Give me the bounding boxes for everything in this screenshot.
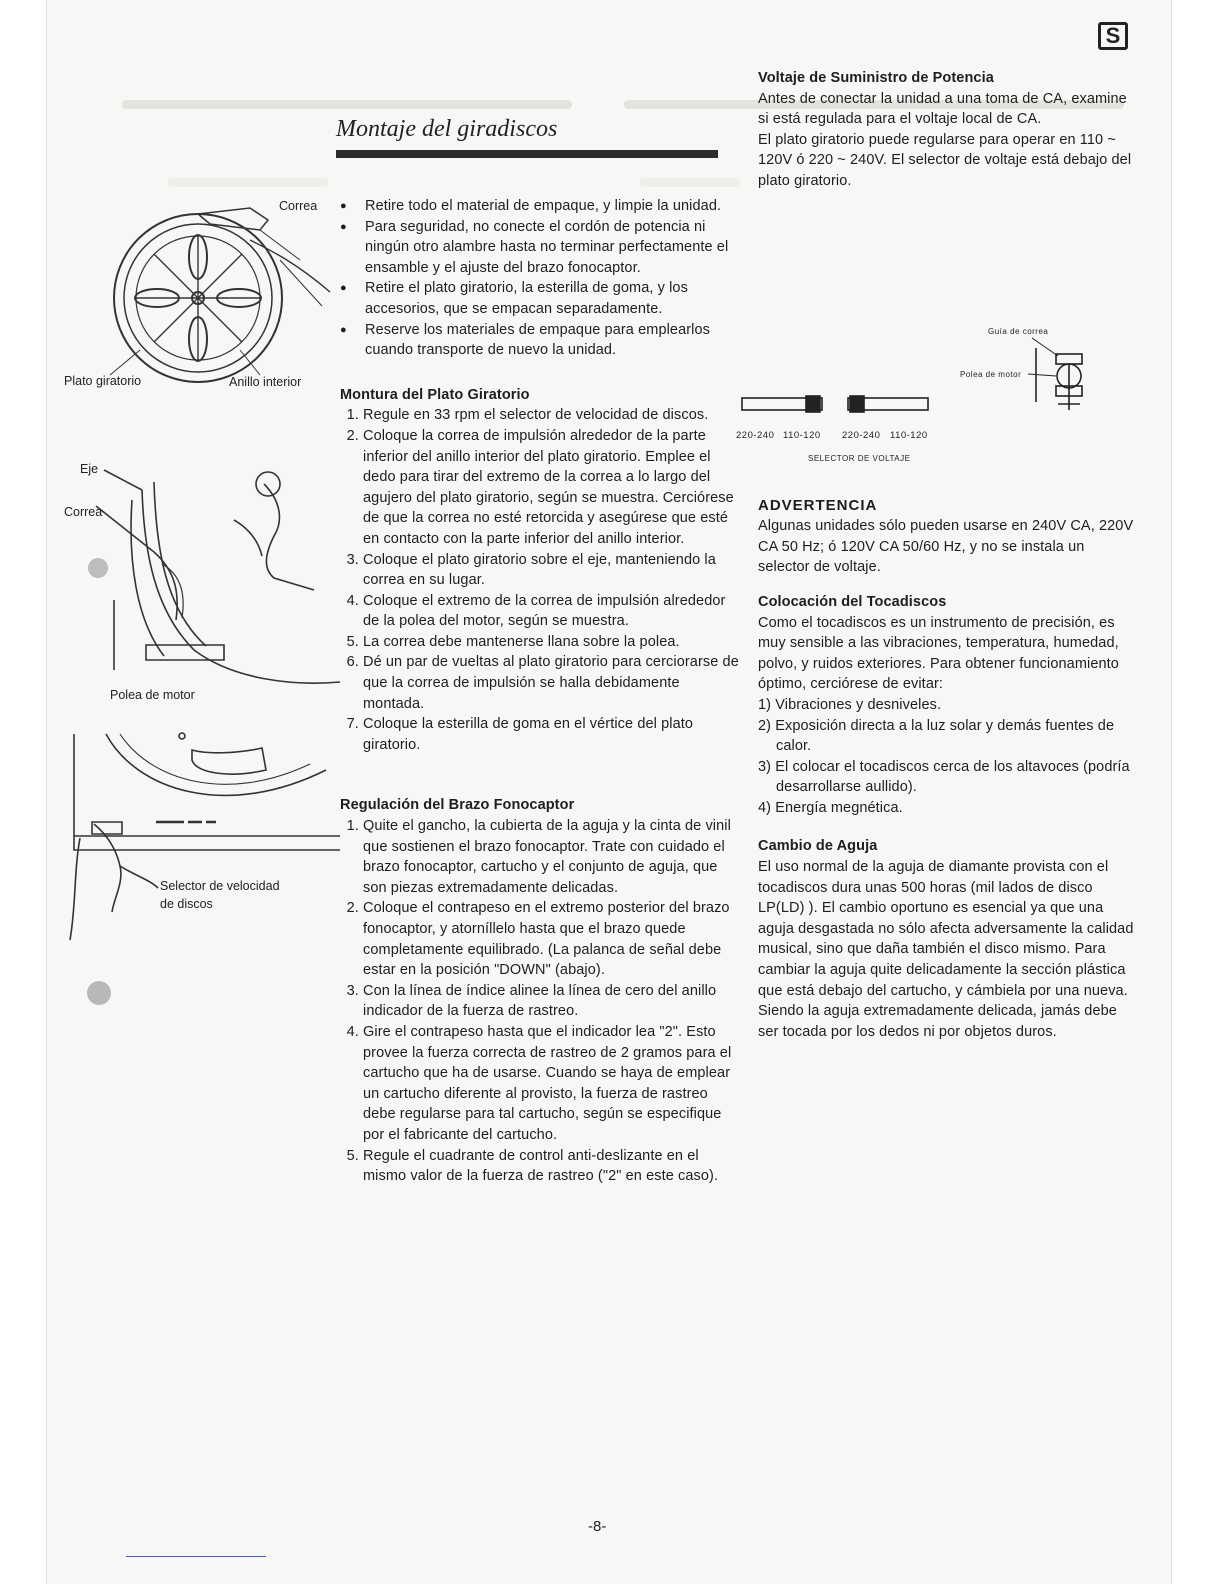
speed-selector-illustration [66, 730, 340, 944]
list-item: 4) Energía megnética. [758, 799, 903, 816]
list-item: 1) Vibraciones y desniveles. [758, 696, 942, 713]
list-item: 3. Coloque el plato giratorio sobre el eje, manteniendo la correa en su lugar. [363, 550, 740, 591]
page-hole-mark [84, 978, 114, 1008]
page-title: Montaje del giradiscos [336, 116, 558, 142]
belt-installation-illustration [84, 460, 340, 690]
platter-steps [340, 405, 740, 755]
list-item: 5. Regule el cuadrante de control anti-deslizante en el mismo valor de la fuerza de rastreo ("2" en este caso). [363, 1146, 740, 1187]
placement-list [758, 695, 1134, 819]
right-column [758, 68, 1134, 1042]
section-heading-needle: Cambio de Aguja [758, 838, 878, 855]
section-heading-platter: Montura del Plato Giratorio [340, 386, 530, 403]
page-number: -8- [588, 1518, 607, 1535]
platter-belt-illustration [100, 200, 340, 390]
title-underline [336, 150, 718, 158]
bleed-through-shadow [168, 178, 328, 187]
needle-text: El uso normal de la aguja de diamante provista con el tocadiscos dura unas 500 horas (mil lados de disco LP(LD) ). El cambio oportuno es esencial ya que una aguja desgastada no sólo afecta adversamente la calidad musical, sino que daña también el disco mismo. Para cambiar la aguja quite delicadamente la sección plástica que está debajo del cartucho, y cámbiela por una nueva. Siendo la aguja extremadamente delicada, jamás debe ser tocada por los dedos ni por objetos duros. [758, 859, 1134, 1040]
section-heading-power: Voltaje de Suministro de Potencia [758, 70, 994, 86]
list-item: 1. Quite el gancho, la cubierta de la aguja y la cinta de vinil que sostienen el brazo fonocaptor. Trate con cuidado el brazo fonocaptor, cartucho y el conjunto de aguja, que son piezas extremadamente delicadas. [363, 816, 740, 898]
list-item: 6. Dé un par de vueltas al plato giratorio para cerciorarse de que la correa de impulsión se halla debidamente montada. [363, 652, 740, 714]
figure-label-speed-selector-1: Selector de velocidad [160, 879, 280, 893]
footer-link-line [126, 1556, 266, 1557]
list-item: 5. La correa debe mantenerse llana sobre la polea. [363, 632, 740, 653]
list-item: 2. Coloque la correa de impulsión alrededor de la parte inferior del anillo interior del plato giratorio. Emplee el dedo para tirar del extremo de la correa a lo largo del agujero del plato giratorio, según se muestra. Cerciórese de que la correa no esté retorcida y asegúrese que esté en contacto con la parte inferior del anillo interior. [363, 426, 740, 550]
list-item: 4. Coloque el extremo de la correa de impulsión alrededor de la polea del motor, según se muestra. [363, 591, 740, 632]
voltage-switch-a-left: 220-240 [736, 430, 775, 441]
bleed-through-shadow [640, 178, 740, 187]
section-heading-tonearm: Regulación del Brazo Fonocaptor [340, 797, 575, 814]
figure-label-belt-2: Correa [64, 505, 103, 519]
figure-label-speed-selector-2: de discos [160, 897, 213, 911]
voltage-switch-b-left: 220-240 [842, 430, 881, 441]
figure-label-motor-pulley-2: Polea de motor [960, 370, 1022, 379]
figure-label-motor-pulley: Polea de motor [110, 688, 195, 702]
power-paragraph-1: Antes de conectar la unidad a una toma de CA, examine si está regulada para el voltaje local de CA. [758, 90, 1127, 128]
list-item: 7. Coloque la esterilla de goma en el vértice del plato giratorio. [363, 714, 740, 755]
list-item: 3. Con la línea de índice alinee la línea de cero del anillo indicador de la fuerza de rastreo. [363, 981, 740, 1022]
figure-label-shaft: Eje [80, 462, 99, 476]
figure-label-inner-ring: Anillo interior [229, 375, 302, 389]
figure-label-platter: Plato giratorio [64, 374, 142, 388]
language-badge: S [1098, 22, 1128, 50]
voltage-switch-b-right: 110-120 [890, 430, 928, 441]
list-item: 2) Exposición directa a la luz solar y demás fuentes de calor. [758, 717, 1115, 755]
section-heading-placement: Colocación del Tocadiscos [758, 593, 947, 610]
warning-text: Algunas unidades sólo pueden usarse en 240V CA, 220V CA 50 Hz; ó 120V CA 50/60 Hz, y no se instala un selector de voltaje. [758, 518, 1134, 576]
intro-bullet: ● Para seguridad, no conecte el cordón de potencia ni ningún otro alambre hasta no terminar perfectamente el ensamble y el ajuste del brazo fonocaptor. [340, 217, 740, 279]
warning-heading: ADVERTENCIA [758, 496, 878, 514]
list-item: 4. Gire el contrapeso hasta que el indicador lea "2". Esto provee la fuerza correcta de rastreo de 2 gramos para el cartucho que ha de usarse. Cuando se haya de emplear un cartucho diferente al provisto, la fuerza de rastreo debe regularse para tal cartucho, según se especifique por el fabricante del cartucho. [363, 1022, 740, 1146]
placement-text: Como el tocadiscos es un instrumento de precisión, es muy sensible a las vibraciones, temperatura, humedad, polvo, y ruidos exteriores. Para obtener funcionamiento óptimo, cerciórese de evitar: [758, 614, 1119, 693]
power-paragraph-2: El plato giratorio puede regularse para operar en 110 ~ 120V ó 220 ~ 240V. El selector de voltaje está debajo del plato giratorio. [758, 131, 1132, 189]
list-item: 1. Regule en 33 rpm el selector de velocidad de discos. [363, 405, 740, 426]
figure-label-belt-guide: Guía de correa [988, 327, 1049, 336]
list-item: 2. Coloque el contrapeso en el extremo posterior del brazo fonocaptor, y atorníllelo hasta que el brazo quede completamente equilibrado. (La palanca de señal debe estar en la posición "DOWN" (abajo). [363, 898, 740, 980]
voltage-switch-a-right: 110-120 [783, 430, 821, 441]
intro-bullet: ● Reserve los materiales de empaque para emplearlos cuando transporte de nuevo la unidad. [340, 320, 740, 361]
intro-bullet: ● Retire el plato giratorio, la esterilla de goma, y los accesorios, que se empacan separadamente. [340, 278, 740, 319]
figure-label-belt: Correa [279, 199, 318, 213]
intro-bullet: ● Retire todo el material de empaque, y limpie la unidad. [340, 196, 740, 217]
middle-column [340, 196, 740, 1187]
voltage-selector-caption: SELECTOR DE VOLTAJE [808, 454, 911, 463]
bleed-through-shadow [122, 100, 572, 109]
tonearm-steps [340, 816, 740, 1187]
list-item: 3) El colocar el tocadiscos cerca de los altavoces (podría desarrollarse aullido). [758, 758, 1130, 796]
